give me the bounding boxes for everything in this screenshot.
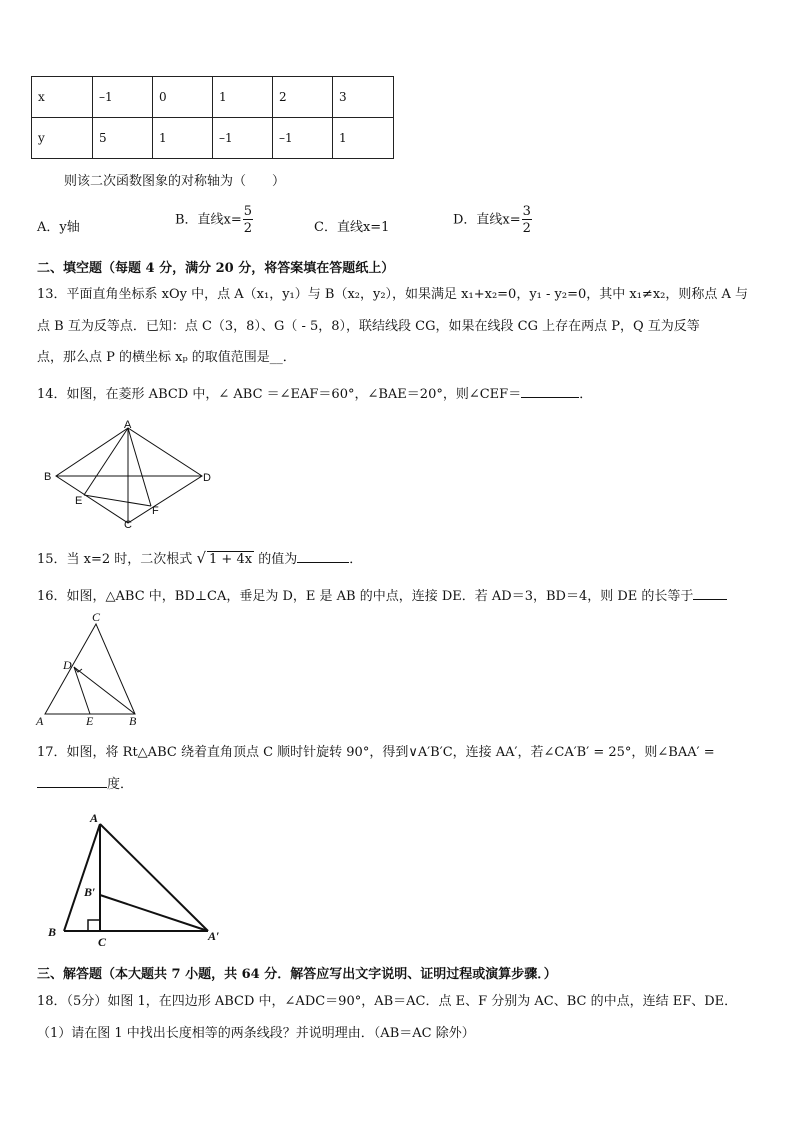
fraction [522,205,532,235]
question-17-line-1: 17．如图，将 Rt△ABC 绕着直角顶点 C 顺时针旋转 90°，得到∨A′B′C，连接 AA′，若∠CA′B′ = 25°，则∠BAA′ = [37,745,715,760]
table-cell: 1 [213,77,273,118]
point-label-a: A [124,419,132,431]
option-a: A．y轴 [37,220,80,235]
triangle-figure-17 [44,808,234,950]
point-label-b: B [129,714,137,728]
table-row-y [32,118,394,159]
point-label-e: E [75,495,83,507]
point-label-c: C [92,610,101,624]
question-17-line-2 [37,773,133,792]
question-14-text: 14．如图，在菱形 ABCD 中，∠ ABC ＝∠EAF＝60°，∠BAE＝20°，则∠CEF＝ [37,387,522,402]
question-15-suffix: 的值为 [258,552,298,567]
answer-blank [521,396,579,398]
point-label-b: B [48,925,57,939]
fraction-numerator: 3 [522,204,531,219]
point-label-c: C [124,519,132,530]
question-16-text: 16．如图，△ABC 中，BD⊥CA，垂足为 D，E 是 AB 的中点，连接 DE．若 AD＝3，BD＝4，则 DE 的长等于 [37,589,694,604]
sqrt-icon: √ [196,549,207,567]
table-cell: –1 [273,118,333,159]
value-table [31,76,394,159]
question-13-line-3: 点，那么点 P 的横坐标 xₚ 的取值范围是__． [37,350,296,365]
table-cell: 1 [333,118,394,159]
triangle-figure-16 [34,610,144,728]
point-label-a: A [90,811,99,825]
table-cell: 1 [153,118,213,159]
option-d [453,205,532,235]
table-cell: 0 [153,77,213,118]
table-cell: 5 [93,118,153,159]
question-18-line-2: （1）请在图 1 中找出长度相等的两条线段？并说明理由．（AB＝AC 除外） [37,1026,475,1041]
option-d-text: D．直线x= [453,212,521,228]
question-15-prefix: 15．当 x=2 时，二次根式 [37,552,193,567]
question-12-stem: 则该二次函数图象的对称轴为（ ） [64,174,286,189]
section-2-heading: 二、填空题（每题 4 分，满分 20 分，将答案填在答题纸上） [37,261,395,276]
point-label-e: E [86,714,94,728]
table-cell: 3 [333,77,394,118]
answer-blank [297,561,349,563]
point-label-b-prime: B′ [84,885,96,899]
table-cell: y [32,118,93,159]
fraction [243,205,253,235]
table-cell: 2 [273,77,333,118]
point-label-f: F [152,505,159,517]
question-16 [37,585,727,604]
question-14 [37,383,592,402]
radicand: 1 + 4x [209,552,253,567]
option-c: C．直线x=1 [314,220,390,235]
question-17-line-2-suffix: 度． [107,777,134,792]
rhombus-figure [40,418,220,530]
question-13-line-2: 点 B 互为反等点．已知：点 C（3，8）、G（ - 5，8），联结线段 CG，如果在线段 CG 上存在两点 P，Q 互为反等 [37,319,700,334]
point-label-a: A [36,714,44,728]
question-15-end: ． [349,552,363,567]
point-label-b: B [44,471,52,483]
table-cell: x [32,77,93,118]
answer-blank [37,786,107,788]
question-13-line-1: 13．平面直角坐标系 xOy 中，点 A（x₁，y₁）与 B（x₂，y₂），如果满足 x₁+x₂=0，y₁ - y₂=0，其中 x₁≠x₂，则称点 A 与 [37,287,749,302]
point-label-a-prime: A′ [208,929,220,943]
point-label-d: D [63,658,72,672]
table-row-x [32,77,394,118]
answer-blank [693,598,727,600]
question-18-line-1: 18．（5分）如图 1，在四边形 ABCD 中，∠ADC＝90°，AB＝AC．点 E、F 分别为 AC、BC 的中点，连结 EF、DE． [37,994,738,1009]
option-b [175,205,253,235]
question-15 [37,548,362,567]
table-cell: –1 [213,118,273,159]
point-label-c: C [98,935,107,949]
fraction-denominator: 2 [522,221,531,236]
point-label-d: D [203,472,211,484]
section-3-heading: 三、解答题（本大题共 7 小题，共 64 分．解答应写出文字说明、证明过程或演算步骤．） [37,967,557,982]
fraction-numerator: 5 [243,204,253,219]
table-cell: –1 [93,77,153,118]
option-b-text: B．直线x= [175,212,242,228]
question-14-end: ． [579,387,593,402]
fraction-denominator: 2 [243,221,253,236]
